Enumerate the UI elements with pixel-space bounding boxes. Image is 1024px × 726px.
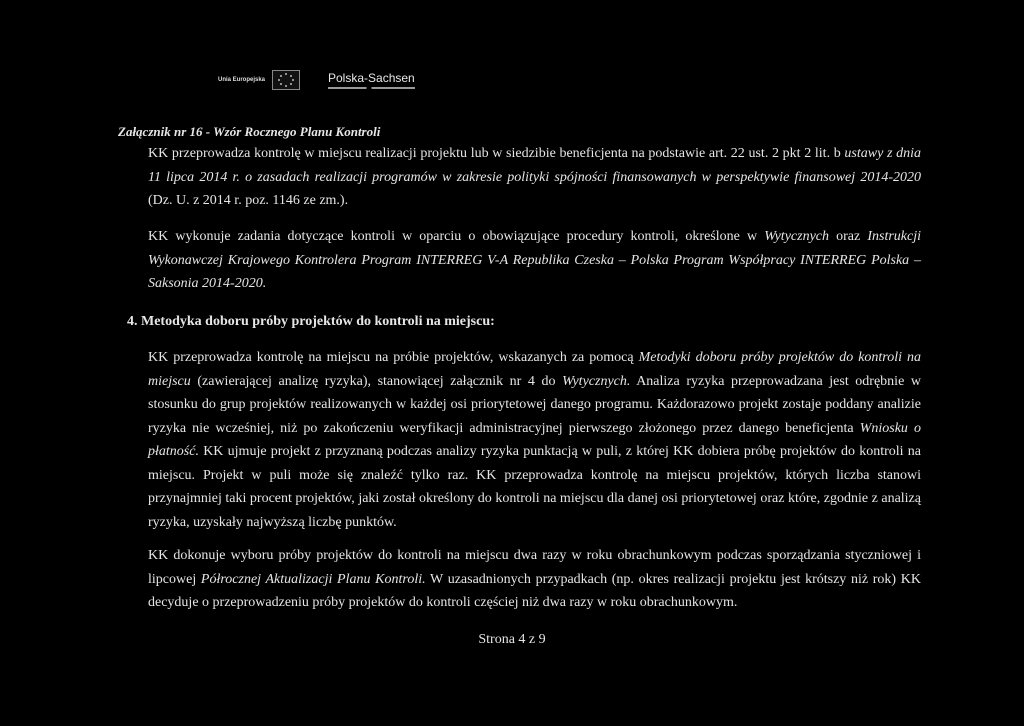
page-number: Strona 4 z 9: [478, 632, 546, 647]
eu-flag-icon: [272, 70, 300, 90]
program-logo: Polska-Sachsen: [328, 71, 415, 89]
paragraph-sample-selection: KK dokonuje wyboru próby projektów do kontroli na miejscu dwa razy w roku obrachunkowym podczas sporządzania styczniowej i lipcowej Półrocznej Aktualizacji Planu Kontroli. W uzasadnionych przypadkach (np. okres realizacji projektu jest krótszy niż rok) KK decyduje o przeprowadzeniu próby projektów do kontroli częściej niż dwa razy w roku obrachunkowym.: [148, 548, 922, 610]
section-heading: 4. Metodyka doboru próby projektów do kontroli na miejscu:: [127, 314, 495, 329]
paragraph-procedures: KK wykonuje zadania dotyczące kontroli w oparciu o obowiązujące procedury kontroli, określone w Wytycznych oraz Instrukcji Wykonawczej Krajowego Kontrolera Program INTERREG V-A Republika Czeska – Polska Program Współpracy INTERREG Polska – Saksonia 2014-2020.: [148, 229, 922, 291]
eu-label: Unia Europejska: [218, 76, 266, 83]
page-header: [218, 66, 415, 94]
paragraph-methodology: KK przeprowadza kontrolę na miejscu na próbie projektów, wskazanych za pomocą Metodyki doboru próby projektów do kontroli na miejscu (zawierającej analizę ryzyka), stanowiącej załącznik nr 4 do Wytycznych. Analiza ryzyka przeprowadzana jest odrębnie w stosunku do grup projektów realizowanych w każdej osi priorytetowej danego programu. Każdorazowo projekt zostaje poddany analizie ryzyka nie wcześniej, niż po zakończeniu weryfikacji administracyjnej pierwszego złożonego przez danego beneficjenta Wniosku o płatność. KK ujmuje projekt z przyznaną podczas analizy ryzyka punktacją w puli, z której KK dobiera próbę projektów do kontroli na miejscu. Projekt w puli może się znaleźć tylko raz. KK przeprowadza kontrolę na miejscu projektów, których liczba stanowi przynajmniej taki procent projektów, jaki został określony do kontroli na miejscu dla danej osi priorytetowej oraz które, zgodnie z analizą ryzyka, uzyskały najwyższą liczbę punktów.: [148, 350, 921, 530]
document-title: Załącznik nr 16 - Wzór Rocznego Planu Kontroli: [118, 124, 381, 139]
paragraph-legal-basis: KK przeprowadza kontrolę w miejscu realizacji projektu lub w siedzibie beneficjenta na podstawie art. 22 ust. 2 pkt 2 lit. b ustawy z dnia 11 lipca 2014 r. o zasadach realizacji programów w zakresie polityki spójności finansowanych w perspektywie finansowej 2014-2020 (Dz. U. z 2014 r. poz. 1146 ze zm.).: [148, 146, 921, 208]
